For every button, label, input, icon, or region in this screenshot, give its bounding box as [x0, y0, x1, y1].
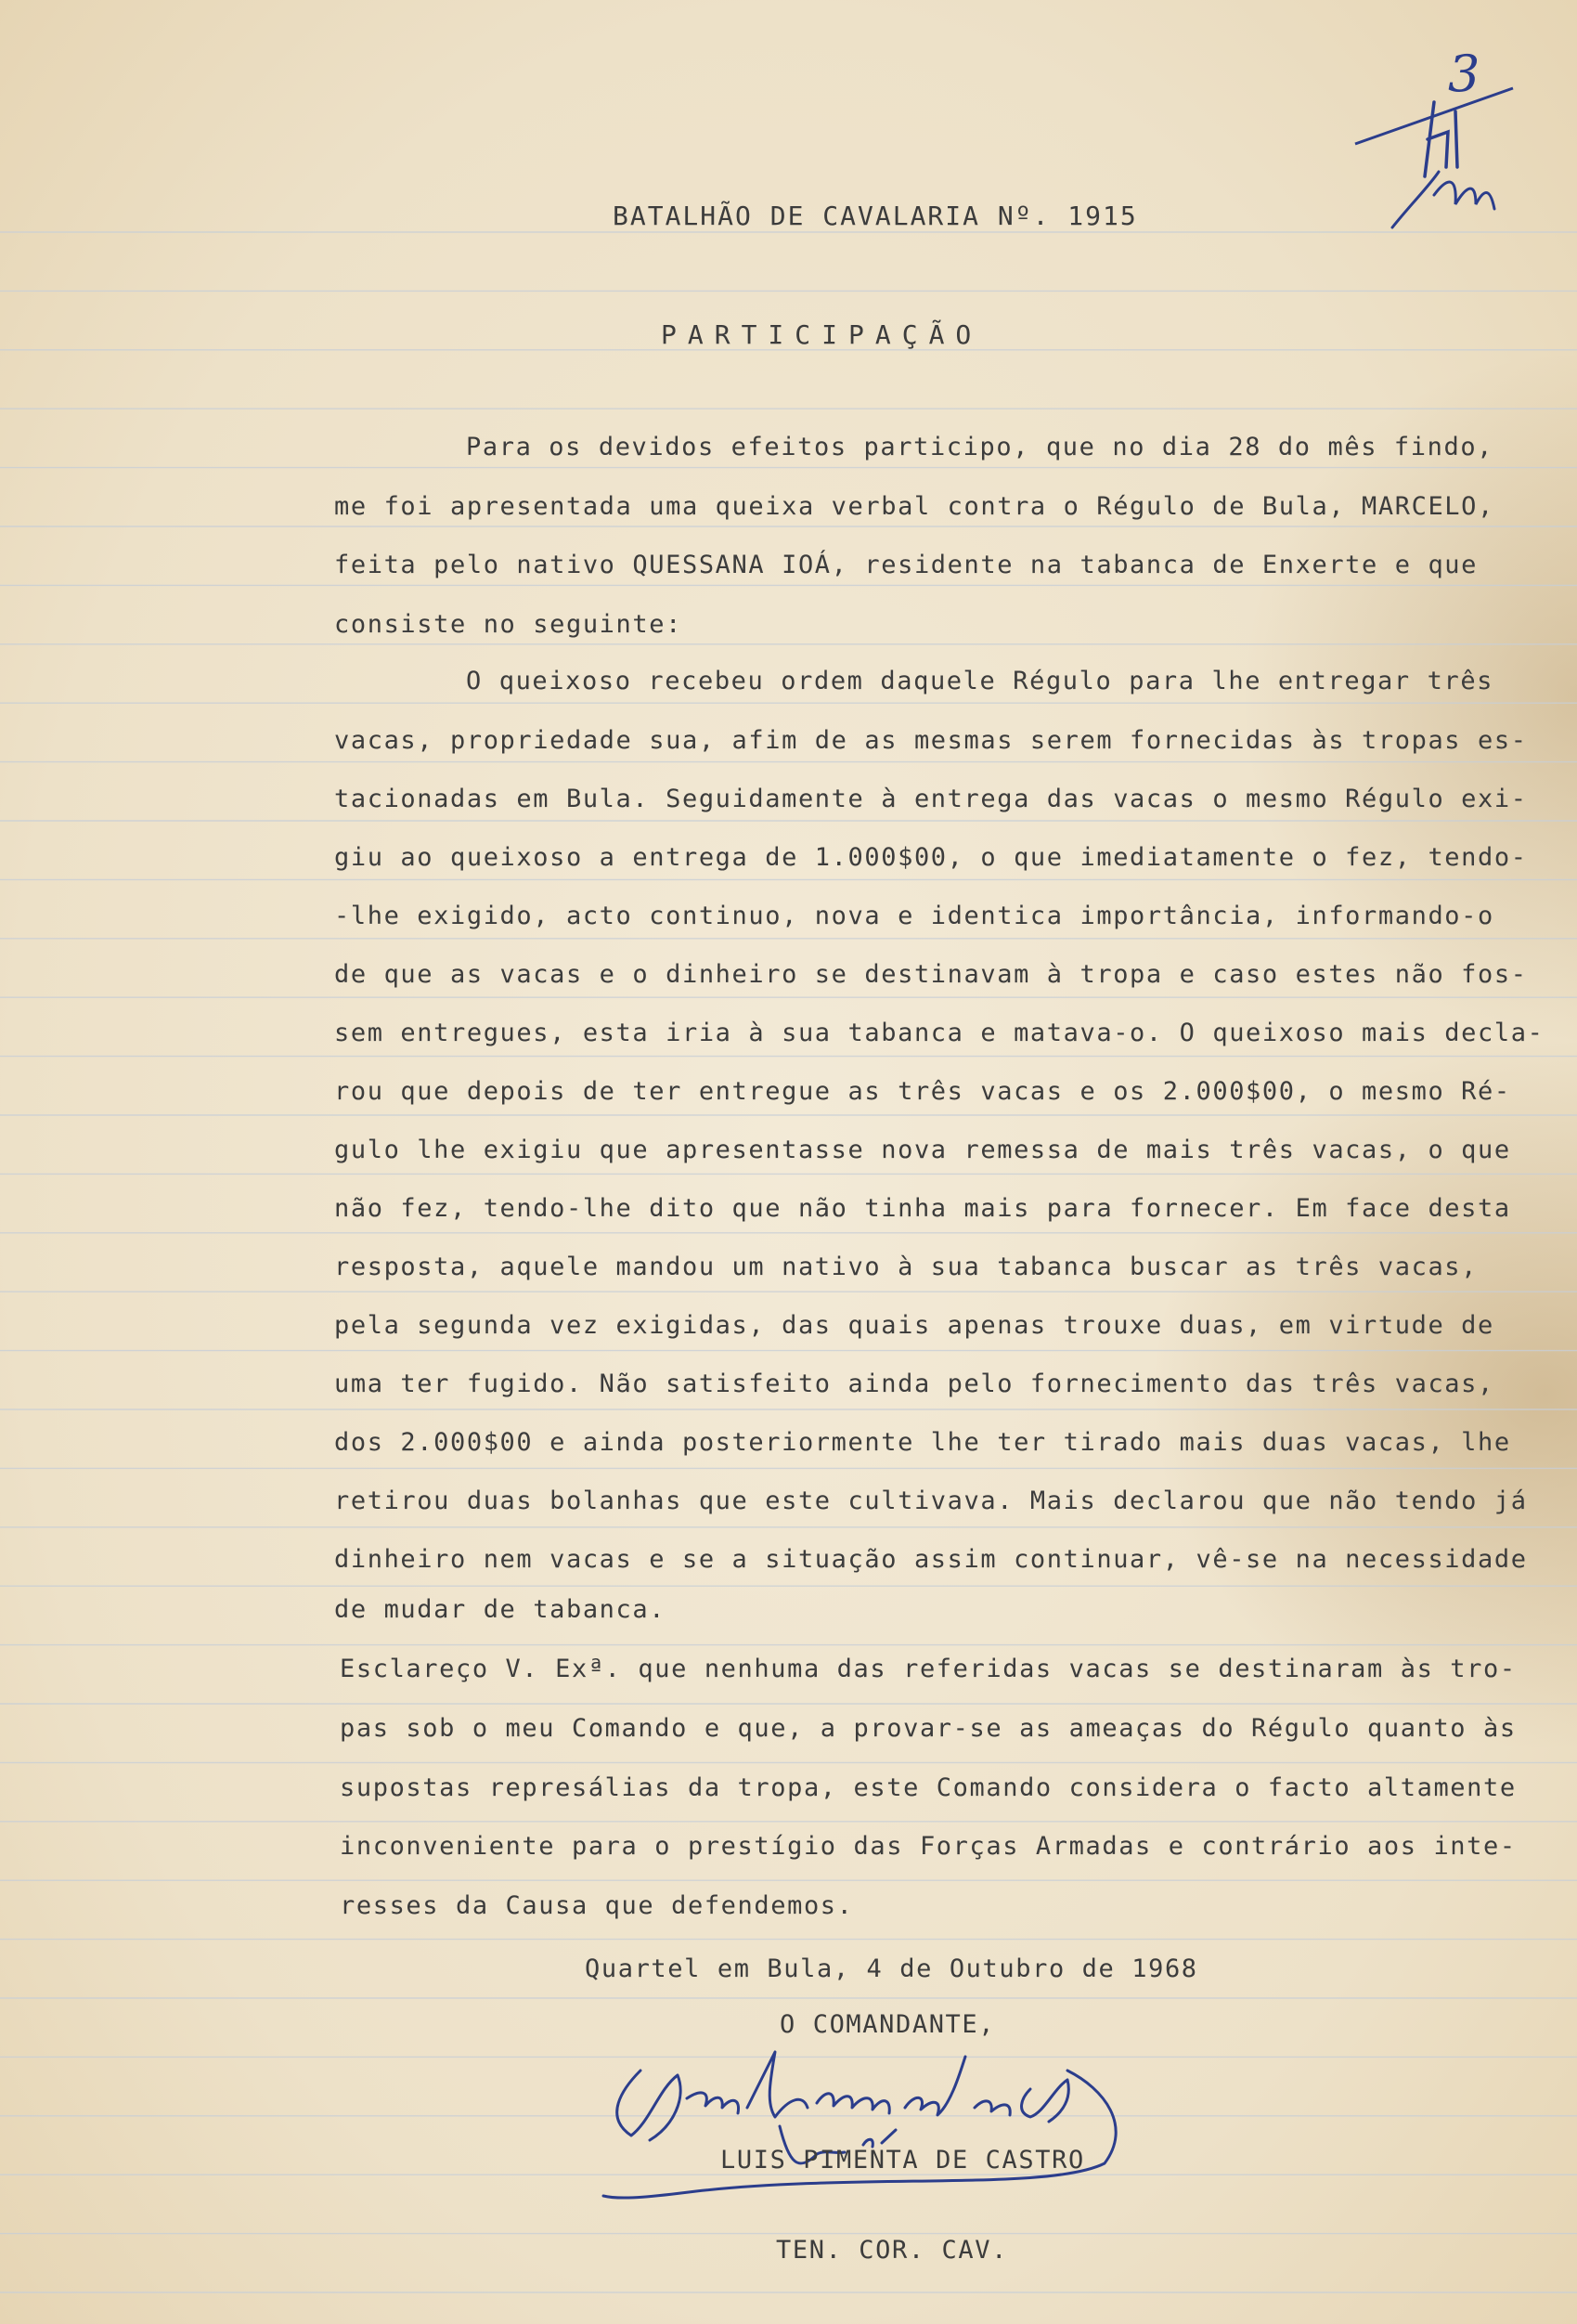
document-type: PARTICIPAÇÃO [661, 319, 983, 350]
text-line: retirou duas bolanhas que este cultivava. Mais declarou que não tendo já [334, 1487, 1528, 1515]
handwritten-initials-mark [1346, 74, 1532, 241]
text-line: sem entregues, esta iria à sua tabanca e matava-o. O queixoso mais decla- [334, 1019, 1545, 1047]
text-line: -lhe exigido, acto continuo, nova e identica importância, informando-o [334, 902, 1494, 930]
text-line: O queixoso recebeu ordem daquele Régulo para lhe entregar três [466, 667, 1494, 695]
text-line: pela segunda vez exigidas, das quais apenas trouxe duas, em virtude de [334, 1311, 1494, 1340]
text-line: uma ter fugido. Não satisfeito ainda pelo fornecimento das três vacas, [334, 1370, 1494, 1398]
handwritten-signature [585, 2033, 1179, 2210]
text-line: não fez, tendo-lhe dito que não tinha mais para fornecer. Em face desta [334, 1194, 1511, 1223]
text-line: Para os devidos efeitos participo, que no dia 28 do mês findo, [466, 433, 1494, 461]
text-line: giu ao queixoso a entrega de 1.000$00, o que imediatamente o fez, tendo- [334, 843, 1528, 872]
text-line: feita pelo nativo QUESSANA IOÁ, residente na tabanca de Enxerte e que [334, 551, 1479, 579]
text-line: vacas, propriedade sua, afim de as mesmas serem fornecidas às tropas es- [334, 726, 1528, 755]
text-line: inconveniente para o prestígio das Forças Armadas e contrário aos inte- [340, 1832, 1517, 1861]
text-line: supostas represálias da tropa, este Comando considera o facto altamente [340, 1773, 1517, 1802]
text-line: consiste no seguinte: [334, 610, 682, 639]
text-line: de que as vacas e o dinheiro se destinavam à tropa e caso estes não fos- [334, 960, 1528, 989]
text-line: resses da Causa que defendemos. [340, 1891, 854, 1920]
text-line: resposta, aquele mandou um nativo à sua tabanca buscar as três vacas, [334, 1253, 1479, 1281]
text-line: gulo lhe exigiu que apresentasse nova remessa de mais três vacas, o que [334, 1136, 1511, 1164]
text-line: de mudar de tabanca. [334, 1595, 666, 1624]
text-line: pas sob o meu Comando e que, a provar-se as ameaças do Régulo quanto às [340, 1714, 1517, 1743]
text-line: dinheiro nem vacas e se a situação assim continuar, vê-se na necessidade [334, 1545, 1528, 1574]
text-line: rou que depois de ter entregue as três vacas e os 2.000$00, o mesmo Ré- [334, 1077, 1511, 1106]
signer-rank: TEN. COR. CAV. [776, 2236, 1008, 2265]
text-line: tacionadas em Bula. Seguidamente à entrega das vacas o mesmo Régulo exi- [334, 785, 1528, 813]
header-title: BATALHÃO DE CAVALARIA Nº. 1915 [613, 201, 1138, 231]
signer-name: LUIS PIMENTA DE CASTRO [720, 2146, 1085, 2175]
signature-title: O COMANDANTE, [780, 2010, 996, 2039]
text-line: me foi apresentada uma queixa verbal contra o Régulo de Bula, MARCELO, [334, 492, 1494, 521]
svg-text:3: 3 [1448, 45, 1480, 102]
text-line: Esclareço V. Exª. que nenhuma das referidas vacas se destinaram às tro- [340, 1655, 1517, 1683]
text-line: dos 2.000$00 e ainda posteriormente lhe ter tirado mais duas vacas, lhe [334, 1428, 1511, 1457]
place-date: Quartel em Bula, 4 de Outubro de 1968 [585, 1954, 1198, 1983]
